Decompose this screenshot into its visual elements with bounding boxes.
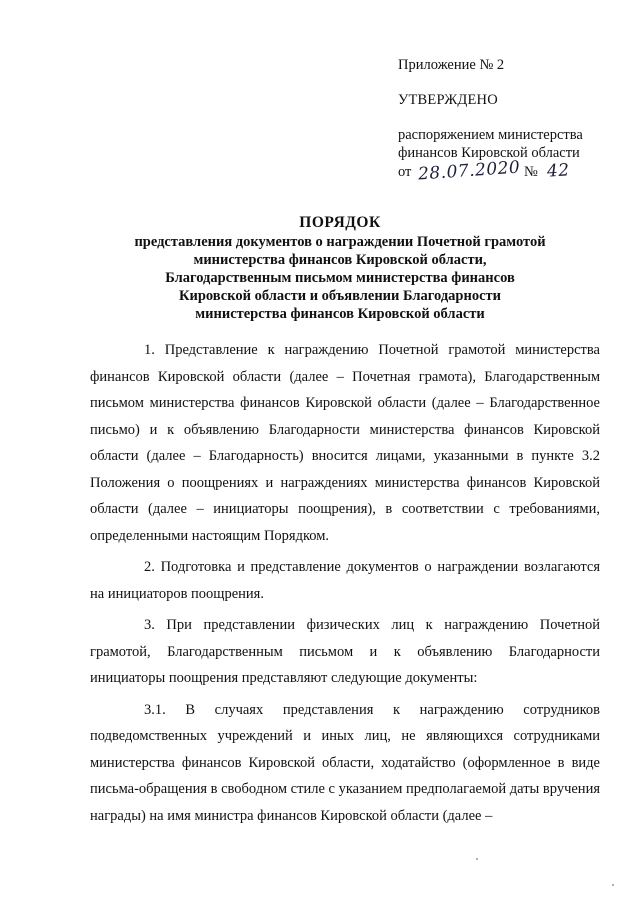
title-line: представления документов о награждении Почетной грамотой <box>134 234 546 250</box>
title-line: Кировской области и объявлении Благодарности <box>178 288 502 304</box>
handwritten-number: 42 <box>546 160 571 182</box>
approval-order-line-2: финансов Кировской области <box>398 145 580 161</box>
approval-block <box>398 56 628 185</box>
title-line: Благодарственным письмом министерства финансов <box>165 270 515 286</box>
title-heading: ПОРЯДОК <box>299 214 381 231</box>
approval-date-line <box>398 157 628 185</box>
scan-speck <box>612 884 614 886</box>
paragraph-1: 1. Представление к награждению Почетной грамотой министерства финансов Кировской области (далее – Почетная грамота), Благодарственным письмом министерства финансов Кировской области (далее – Благодарственное письмо) и к объявлению Благодарности министерства финансов Кировской области (далее – Благодарность) вносится лицами, указанными в пункте 3.2 Положения о поощрениях и награждениях министерства финансов Кировской области (далее – инициаторы поощрения), в соответствии с требованиями, определенными настоящим Порядком. <box>90 342 600 544</box>
paragraph-2: 2. Подготовка и представление документов о награждении возлагаются на инициаторов поощрения. <box>90 559 600 602</box>
title-line: министерства финансов Кировской области, <box>193 252 487 268</box>
approved-stamp-text: УТВЕРЖДЕНО <box>398 92 498 108</box>
appendix-label: Приложение № 2 <box>398 57 505 73</box>
scan-speck <box>476 858 478 860</box>
document-body <box>90 337 600 829</box>
number-sign: № <box>524 164 538 180</box>
paragraph-3: 3. При представлении физических лиц к награждению Почетной грамотой, Благодарственным письмом и к объявлению Благодарности инициаторы поощрения представляют следующие документы: <box>90 617 600 686</box>
handwritten-date: 28.07.2020 <box>417 157 521 185</box>
approval-order-line-1: распоряжением министерства <box>398 127 583 143</box>
title-line: министерства финансов Кировской области <box>195 306 485 322</box>
document-title <box>60 214 620 323</box>
date-prefix: от <box>398 164 412 180</box>
paragraph-3-1: 3.1. В случаях представления к награждению сотрудников подведомственных учреждений и иных лиц, не являющихся сотрудниками министерства финансов Кировской области, ходатайство (оформленное в виде письма-обращения в свободном стиле с указанием предполагаемой даты вручения награды) на имя министра финансов Кировской области (далее – <box>90 701 600 824</box>
